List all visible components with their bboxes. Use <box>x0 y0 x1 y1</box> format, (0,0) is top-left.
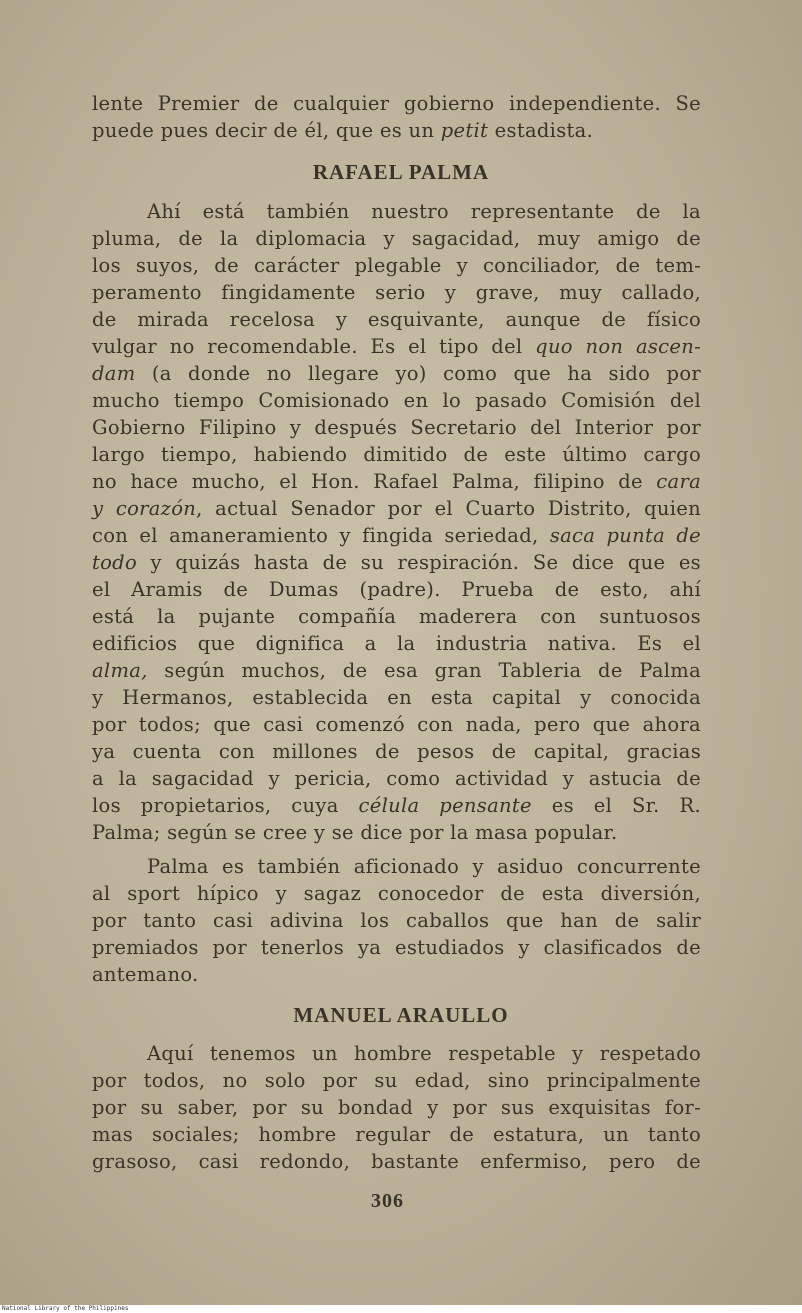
text-line: Palma; según se cree y se dice por la masa popular. <box>92 821 618 844</box>
text-line: vulgar no recomendable. Es el tipo del quo non ascen- <box>92 335 701 358</box>
text-line: y corazón, actual Senador por el Cuarto Distrito, quien <box>92 497 701 520</box>
text-line: y Hermanos, establecida en esta capital y conocida <box>92 686 701 709</box>
text-line: pluma, de la diplomacia y sagacidad, muy amigo de <box>92 227 701 250</box>
page-number: 306 <box>371 1190 404 1212</box>
text-line: premiados por tenerlos ya estudiados y clasificados de <box>92 936 701 959</box>
text-line: Aquí tenemos un hombre respetable y respetado <box>147 1042 701 1065</box>
text-line: Ahí está también nuestro representante de la <box>147 200 701 223</box>
text-line: Palma es también aficionado y asiduo concurrente <box>147 855 701 878</box>
library-watermark: National Library of the Philippines <box>2 1305 129 1312</box>
text-line: por todos; que casi comenzó con nada, pero que ahora <box>92 713 701 736</box>
text-line: por todos, no solo por su edad, sino principalmente <box>92 1069 701 1092</box>
text-line: puede pues decir de él, que es un petit estadista. <box>92 119 594 142</box>
section-heading-manuel-araullo: MANUEL ARAULLO <box>293 1003 509 1027</box>
section-heading-rafael-palma: RAFAEL PALMA <box>312 160 490 184</box>
text-line: antemano. <box>92 963 199 986</box>
text-line: de mirada recelosa y esquivante, aunque de físico <box>92 308 701 331</box>
text-line: mucho tiempo Comisionado en lo pasado Comisión del <box>92 389 701 412</box>
palma-paragraph-2 <box>92 853 701 988</box>
text-line: lente Premier de cualquier gobierno independiente. Se <box>92 92 701 115</box>
text-line: con el amaneramiento y fingida seriedad, saca punta de <box>92 524 701 547</box>
text-line: por su saber, por su bondad y por sus exquisitas for- <box>92 1096 701 1119</box>
text-line: el Aramis de Dumas (padre). Prueba de esto, ahí <box>92 578 701 601</box>
text-line: edificios que dignifica a la industria nativa. Es el <box>92 632 701 655</box>
text-line: los propietarios, cuya célula pensante es el Sr. R. <box>92 794 702 817</box>
text-line: grasoso, casi redondo, bastante enfermiso, pero de <box>92 1150 701 1173</box>
text-line: no hace mucho, el Hon. Rafael Palma, filipino de cara <box>92 470 701 493</box>
text-line: al sport hípico y sagaz conocedor de esta diversión, <box>92 882 701 905</box>
text-line: los suyos, de carácter plegable y conciliador, de tem- <box>92 254 701 277</box>
text-line: alma, según muchos, de esa gran Tableria de Palma <box>92 659 701 682</box>
araullo-paragraph <box>92 1040 701 1175</box>
text-line: largo tiempo, habiendo dimitido de este último cargo <box>92 443 701 466</box>
intro-paragraph <box>92 90 701 144</box>
text-line: todo y quizás hasta de su respiración. Se dice que es <box>92 551 701 574</box>
text-line: peramento fingidamente serio y grave, muy callado, <box>92 281 701 304</box>
text-line: mas sociales; hombre regular de estatura, un tanto <box>92 1123 701 1146</box>
text-line: a la sagacidad y pericia, como actividad y astucia de <box>92 767 701 790</box>
text-line: dam (a donde no llegare yo) como que ha sido por <box>92 362 701 385</box>
text-line: por tanto casi adivina los caballos que han de salir <box>92 909 701 932</box>
text-line: ya cuenta con millones de pesos de capital, gracias <box>92 740 701 763</box>
palma-paragraph-1 <box>92 198 701 846</box>
text-line: está la pujante compañía maderera con suntuosos <box>92 605 701 628</box>
text-line: Gobierno Filipino y después Secretario del Interior por <box>92 416 701 439</box>
